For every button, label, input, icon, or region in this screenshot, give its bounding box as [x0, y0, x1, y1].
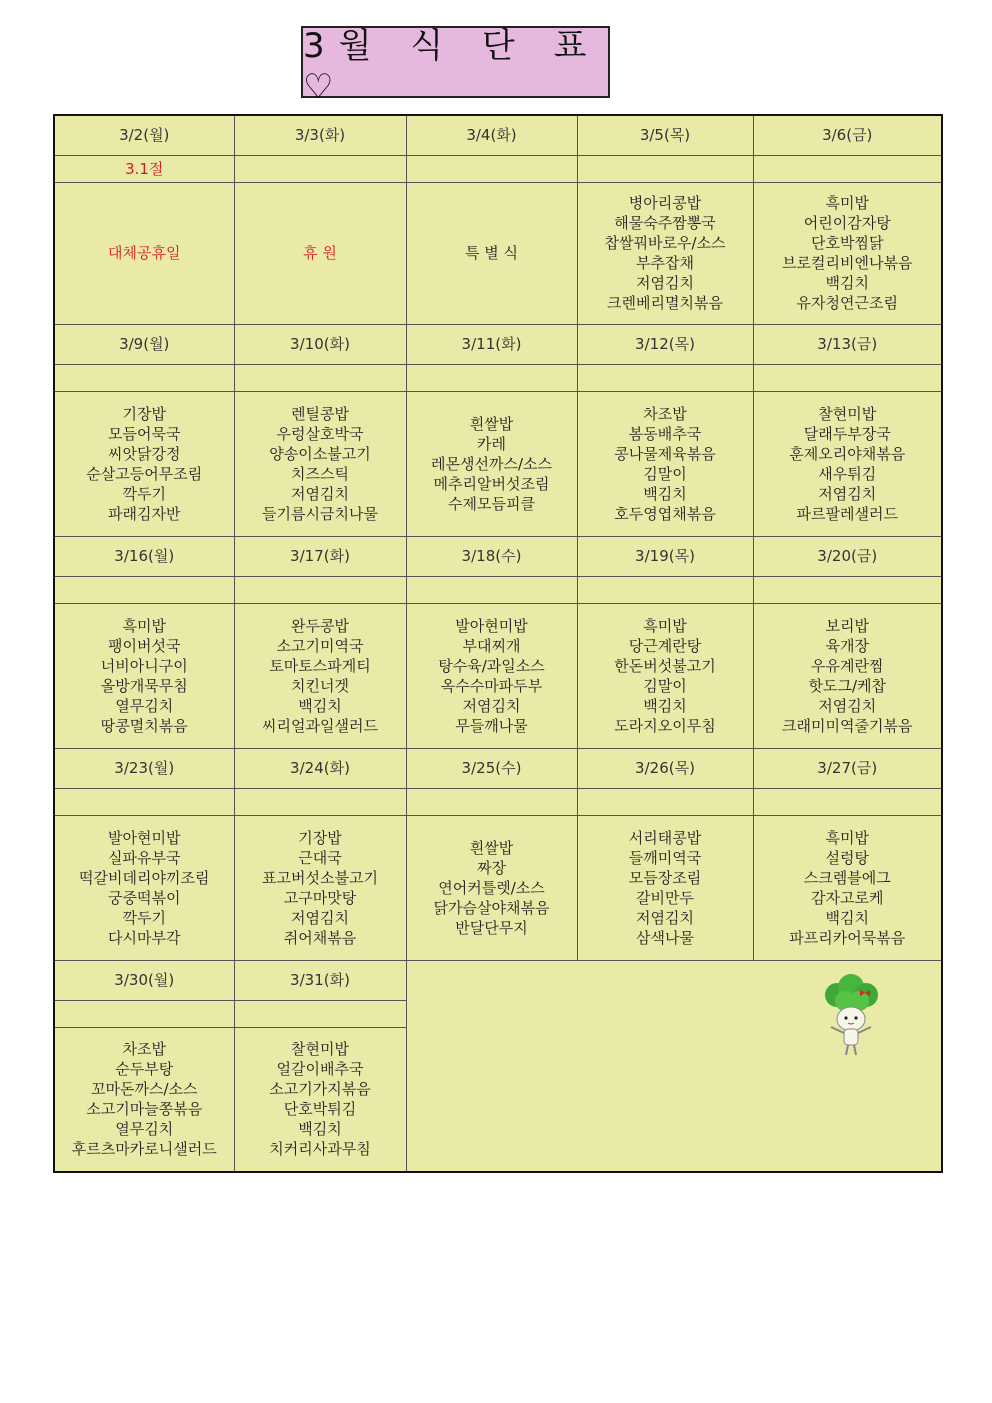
- menu-item: 보리밥: [825, 616, 869, 635]
- day-menu: [753, 182, 942, 324]
- menu-item: 렌틸콩밥: [291, 404, 349, 423]
- menu-item: 치즈스틱: [291, 464, 349, 483]
- food-row: [54, 391, 942, 536]
- date-row: [54, 748, 942, 788]
- day-date: 3/20(금): [753, 536, 942, 576]
- day-date: 3/24(화): [234, 748, 406, 788]
- menu-item: 어린이감자탕: [803, 214, 891, 232]
- day-note: [753, 364, 942, 391]
- day-date: 3/26(목): [577, 748, 753, 788]
- note-row: [54, 155, 942, 182]
- day-date: 3/5(목): [577, 115, 753, 155]
- menu-item: 근대국: [298, 848, 342, 867]
- day-menu: [54, 603, 234, 748]
- menu-item: 레몬생선까스/소스: [431, 454, 552, 473]
- menu-item: 대체공휴일: [108, 244, 181, 262]
- menu-item: 육개장: [825, 636, 869, 655]
- menu-item: 우렁살호박국: [276, 424, 364, 443]
- menu-item: 파래김자반: [108, 504, 181, 523]
- menu-item: 고구마맛탕: [283, 888, 357, 907]
- menu-item: 부추잡채: [636, 254, 694, 272]
- day-menu: [234, 603, 406, 748]
- menu-item: 김말이: [643, 464, 687, 483]
- day-note: [577, 788, 753, 815]
- menu-item: 기장밥: [122, 404, 166, 423]
- menu-item: 씨리얼과일샐러드: [262, 716, 378, 735]
- menu-item: 김말이: [643, 676, 687, 695]
- menu-item: 찹쌀꿔바로우/소스: [604, 234, 726, 252]
- menu-item: 발아현미밥: [108, 828, 181, 847]
- menu-item: 삼색나물: [636, 928, 694, 947]
- day-note: [753, 576, 942, 603]
- menu-item: 부대찌개: [462, 636, 521, 655]
- day-note: [406, 155, 577, 182]
- day-date: 3/17(화): [234, 536, 406, 576]
- day-menu: [406, 603, 577, 748]
- menu-item: 소고기마늘쫑볶음: [86, 1100, 203, 1119]
- food-row: [54, 603, 942, 748]
- note-row: [54, 788, 942, 815]
- broccoli-mascot-icon: [821, 973, 881, 1057]
- menu-item: 모듬장조림: [628, 868, 702, 887]
- menu-item: 스크렘블에그: [803, 868, 891, 887]
- day-date: 3/16(월): [54, 536, 234, 576]
- menu-item: 흑미밥: [643, 616, 687, 635]
- menu-item: 순두부탕: [115, 1060, 174, 1079]
- day-menu: [54, 391, 234, 536]
- menu-item: 특 별 식: [464, 244, 518, 262]
- menu-item: 메추리알버섯조림: [433, 474, 550, 493]
- day-date: 3/19(목): [577, 536, 753, 576]
- menu-item: 완두콩밥: [291, 616, 349, 635]
- menu-item: 병아리콩밥: [628, 194, 702, 212]
- day-date: 3/18(수): [406, 536, 577, 576]
- day-date: 3/2(월): [54, 115, 234, 155]
- menu-item: 저염김치: [462, 696, 521, 715]
- menu-item: 저염김치: [291, 484, 349, 503]
- menu-item: 치킨너겟: [291, 676, 349, 695]
- menu-item: 들기름시금치나물: [262, 504, 378, 523]
- menu-item: 크래미미역줄기볶음: [782, 716, 913, 735]
- menu-item: 후르츠마카로니샐러드: [71, 1140, 217, 1159]
- menu-item: 찰현미밥: [291, 1040, 349, 1059]
- menu-item: 쥐어채볶음: [283, 928, 357, 947]
- menu-item: 저염김치: [818, 484, 877, 503]
- day-date: 3/23(월): [54, 748, 234, 788]
- menu-item: 우유계란찜: [811, 656, 884, 675]
- menu-item: 저염김치: [636, 908, 694, 927]
- menu-item: 설렁탕: [825, 848, 869, 867]
- menu-item: 무들깨나물: [455, 716, 528, 735]
- menu-item: 흰쌀밥: [469, 838, 514, 857]
- day-date: 3/27(금): [753, 748, 942, 788]
- date-row: [54, 960, 942, 1000]
- empty-area: [406, 960, 942, 1172]
- menu-item: 흰쌀밥: [469, 414, 514, 433]
- menu-item: 핫도그/케찹: [808, 676, 886, 695]
- day-menu: [577, 603, 753, 748]
- date-row: [54, 536, 942, 576]
- food-row: [54, 182, 942, 324]
- day-menu: [234, 1027, 406, 1172]
- day-date: 3/6(금): [753, 115, 942, 155]
- day-menu: [753, 603, 942, 748]
- day-note: [54, 576, 234, 603]
- note-row: [54, 576, 942, 603]
- menu-item: 연어커틀렛/소스: [438, 878, 545, 897]
- day-note: [577, 364, 753, 391]
- menu-item: 훈제오리야채볶음: [789, 444, 906, 463]
- menu-item: 토마토스파게티: [269, 656, 371, 675]
- menu-item: 탕수육/과일소스: [438, 656, 545, 675]
- menu-item: 소고기가지볶음: [269, 1080, 371, 1099]
- day-menu: [406, 815, 577, 960]
- menu-item: 올방개묵무침: [100, 676, 188, 695]
- menu-item: 깍두기: [122, 908, 166, 927]
- menu-item: 떡갈비데리야끼조림: [79, 868, 210, 887]
- menu-item: 백김치: [825, 274, 869, 292]
- menu-item: 수제모듬피클: [448, 494, 535, 513]
- menu-item: 팽이버섯국: [108, 636, 181, 655]
- menu-item: 콩나물제육볶음: [614, 444, 716, 463]
- date-row: [54, 115, 942, 155]
- menu-item: 순살고등어무조림: [86, 464, 203, 483]
- day-menu: [577, 182, 753, 324]
- menu-item: 백김치: [825, 908, 869, 927]
- day-menu: [234, 182, 406, 324]
- menu-item: 단호박튀김: [283, 1100, 357, 1119]
- menu-item: 흑미밥: [825, 194, 869, 212]
- menu-item: 너비아니구이: [100, 656, 188, 675]
- menu-item: 백김치: [298, 1120, 342, 1139]
- menu-item: 한돈버섯불고기: [614, 656, 716, 675]
- menu-item: 실파유부국: [108, 848, 181, 867]
- menu-item: 브로컬리비엔나볶음: [782, 254, 913, 272]
- menu-item: 들깨미역국: [628, 848, 702, 867]
- menu-item: 치커리사과무침: [269, 1140, 371, 1159]
- day-note: [406, 364, 577, 391]
- day-note: 3.1절: [54, 155, 234, 182]
- day-note: [577, 576, 753, 603]
- menu-item: 백김치: [643, 696, 687, 715]
- day-note: [234, 576, 406, 603]
- menu-item: 차조밥: [643, 404, 687, 423]
- day-date: 3/11(화): [406, 324, 577, 364]
- day-note: [753, 155, 942, 182]
- menu-item: 양송이소불고기: [269, 444, 371, 463]
- day-menu: [753, 815, 942, 960]
- menu-item: 백김치: [643, 484, 687, 503]
- menu-item: 차조밥: [122, 1040, 166, 1059]
- menu-item: 열무김치: [115, 1120, 174, 1139]
- menu-item: 흑미밥: [825, 828, 869, 847]
- menu-item: 봄동배추국: [628, 424, 702, 443]
- menu-item: 저염김치: [291, 908, 349, 927]
- date-row: [54, 324, 942, 364]
- menu-item: 씨앗닭강정: [108, 444, 181, 463]
- day-note: [54, 364, 234, 391]
- day-menu: [406, 182, 577, 324]
- day-menu: [753, 391, 942, 536]
- menu-item: 저염김치: [818, 696, 877, 715]
- day-date: 3/13(금): [753, 324, 942, 364]
- day-note: [234, 1000, 406, 1027]
- day-menu: [577, 815, 753, 960]
- day-date: 3/4(화): [406, 115, 577, 155]
- menu-item: 짜장: [477, 858, 506, 877]
- menu-item: 당근계란탕: [628, 636, 702, 655]
- day-note: [406, 788, 577, 815]
- menu-item: 크렌베리멸치볶음: [607, 294, 723, 312]
- menu-item: 옥수수마파두부: [440, 676, 543, 695]
- day-note: [234, 155, 406, 182]
- day-date: 3/10(화): [234, 324, 406, 364]
- day-date: 3/31(화): [234, 960, 406, 1000]
- day-date: 3/30(월): [54, 960, 234, 1000]
- day-menu: [577, 391, 753, 536]
- menu-item: 얼갈이배추국: [276, 1060, 364, 1079]
- menu-item: 발아현미밥: [455, 616, 528, 635]
- day-menu: [54, 815, 234, 960]
- menu-item: 달래두부장국: [803, 424, 891, 443]
- menu-item: 휴 원: [303, 244, 337, 262]
- menu-table: [53, 114, 943, 1173]
- menu-item: 해물숙주짬뽕국: [614, 214, 716, 232]
- menu-item: 다시마부각: [108, 928, 181, 947]
- page-title: 3월 식 단 표♡: [301, 26, 610, 98]
- day-note: [406, 576, 577, 603]
- day-date: 3/9(월): [54, 324, 234, 364]
- menu-item: 닭가슴살야채볶음: [433, 898, 550, 917]
- menu-item: 백김치: [298, 696, 342, 715]
- menu-item: 카레: [477, 434, 506, 453]
- menu-item: 호두영엽채볶음: [614, 504, 716, 523]
- menu-item: 서리태콩밥: [628, 828, 702, 847]
- menu-item: 감자고로케: [811, 888, 884, 907]
- menu-item: 기장밥: [298, 828, 342, 847]
- menu-item: 소고기미역국: [276, 636, 364, 655]
- day-note: [54, 1000, 234, 1027]
- day-date: 3/25(수): [406, 748, 577, 788]
- menu-item: 열무김치: [115, 696, 174, 715]
- menu-item: 흑미밥: [122, 616, 166, 635]
- day-note: [577, 155, 753, 182]
- day-note: [54, 788, 234, 815]
- menu-item: 저염김치: [636, 274, 694, 292]
- note-row: [54, 364, 942, 391]
- day-note: [234, 364, 406, 391]
- day-menu: [406, 391, 577, 536]
- menu-item: 찰현미밥: [818, 404, 877, 423]
- food-row: [54, 815, 942, 960]
- menu-item: 파프리카어묵볶음: [789, 928, 906, 947]
- menu-item: 도라지오이무침: [614, 716, 716, 735]
- day-note: [753, 788, 942, 815]
- day-menu: [234, 391, 406, 536]
- menu-item: 갈비만두: [636, 888, 694, 907]
- menu-item: 반달단무지: [455, 918, 528, 937]
- day-note: [234, 788, 406, 815]
- day-menu: [54, 1027, 234, 1172]
- menu-item: 궁중떡볶이: [108, 888, 181, 907]
- menu-item: 꼬마돈까스/소스: [91, 1080, 198, 1099]
- menu-item: 단호박찜닭: [811, 234, 884, 252]
- menu-item: 땅콩멸치볶음: [100, 716, 188, 735]
- day-menu: [234, 815, 406, 960]
- menu-item: 모듬어묵국: [108, 424, 181, 443]
- menu-item: 유자청연근조림: [796, 294, 898, 312]
- menu-item: 깍두기: [122, 484, 166, 503]
- menu-item: 표고버섯소불고기: [262, 868, 378, 887]
- day-menu: [54, 182, 234, 324]
- day-date: 3/12(목): [577, 324, 753, 364]
- menu-item: 파르팔레샐러드: [796, 504, 898, 523]
- menu-item: 새우튀김: [818, 464, 877, 483]
- day-date: 3/3(화): [234, 115, 406, 155]
